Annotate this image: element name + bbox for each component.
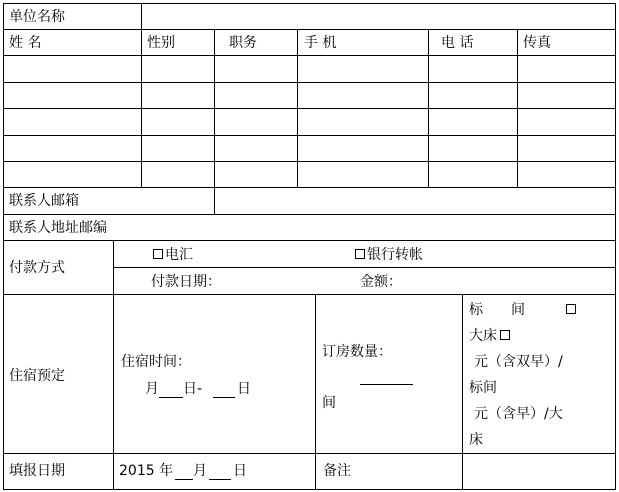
contact-address-label: 联系人地址邮编 [9,220,107,236]
grid-line [315,294,316,490]
wire-transfer-label: 电汇 [165,247,193,263]
grid-line [3,29,616,30]
grid-line [113,240,114,490]
room-type-price-line-3: 元（含早）/大 [474,406,563,422]
bank-transfer-label: 银行转帐 [367,247,423,263]
stay-day-blank[interactable] [213,397,235,398]
room-type-standard-label: 标 间 [469,302,525,318]
remarks-label: 备注 [323,463,351,479]
guest-row-2[interactable] [4,83,615,108]
column-header-gender: 性别 [147,35,175,51]
fill-date-year: 2015 年 [119,463,174,479]
column-header-mobile: 手 机 [304,35,337,51]
room-qty-label: 订房数量： [322,344,392,360]
stay-time-label: 住宿时间： [121,354,191,370]
grid-line [3,489,616,490]
room-type-standard-checkbox[interactable] [566,304,576,314]
fill-month-char: 月 [193,463,207,479]
column-header-position: 职务 [229,35,257,51]
column-header-phone: 电 话 [441,35,474,51]
contact-address-field[interactable] [215,215,615,240]
payment-method-label: 付款方式 [9,260,65,276]
fill-day-blank[interactable] [209,479,231,480]
bank-transfer-checkbox[interactable] [355,249,365,259]
fill-month-blank[interactable] [175,479,193,480]
unit-name-field[interactable] [142,4,615,29]
grid-line [113,267,616,268]
room-qty-unit: 间 [322,395,336,411]
stay-day-char: 日- [183,381,203,397]
room-type-kingbed-label: 大床 [469,328,497,344]
room-type-price-line-2: 标间 [469,380,497,396]
guest-row-1[interactable] [4,56,615,82]
payment-amount-label: 金额： [360,274,402,290]
guest-row-3[interactable] [4,109,615,135]
grid-line [3,240,616,241]
room-type-price-line-1: 元（含双早）/ [474,354,563,370]
fill-date-label: 填报日期 [9,463,65,479]
grid-line [3,294,616,295]
unit-name-label: 单位名称 [9,9,65,25]
stay-month-char: 月 [145,381,159,397]
grid-line [615,3,616,490]
payment-date-label: 付款日期： [151,274,221,290]
room-qty-blank[interactable] [360,384,413,385]
fill-day-char: 日 [233,463,247,479]
contact-email-field[interactable] [215,188,615,214]
guest-row-5[interactable] [4,162,615,187]
hotel-booking-form [3,3,616,490]
wire-transfer-checkbox[interactable] [153,249,163,259]
guest-row-4[interactable] [4,136,615,161]
stay-day-end-char: 日 [237,381,251,397]
contact-email-label: 联系人邮箱 [9,193,79,209]
booking-label: 住宿预定 [9,368,65,384]
room-type-price-line-4: 床 [469,432,483,448]
remarks-field[interactable] [463,454,615,489]
column-header-fax: 传真 [523,35,551,51]
column-header-name: 姓 名 [9,35,42,51]
stay-month-blank[interactable] [159,397,183,398]
room-type-kingbed-checkbox[interactable] [500,330,510,340]
